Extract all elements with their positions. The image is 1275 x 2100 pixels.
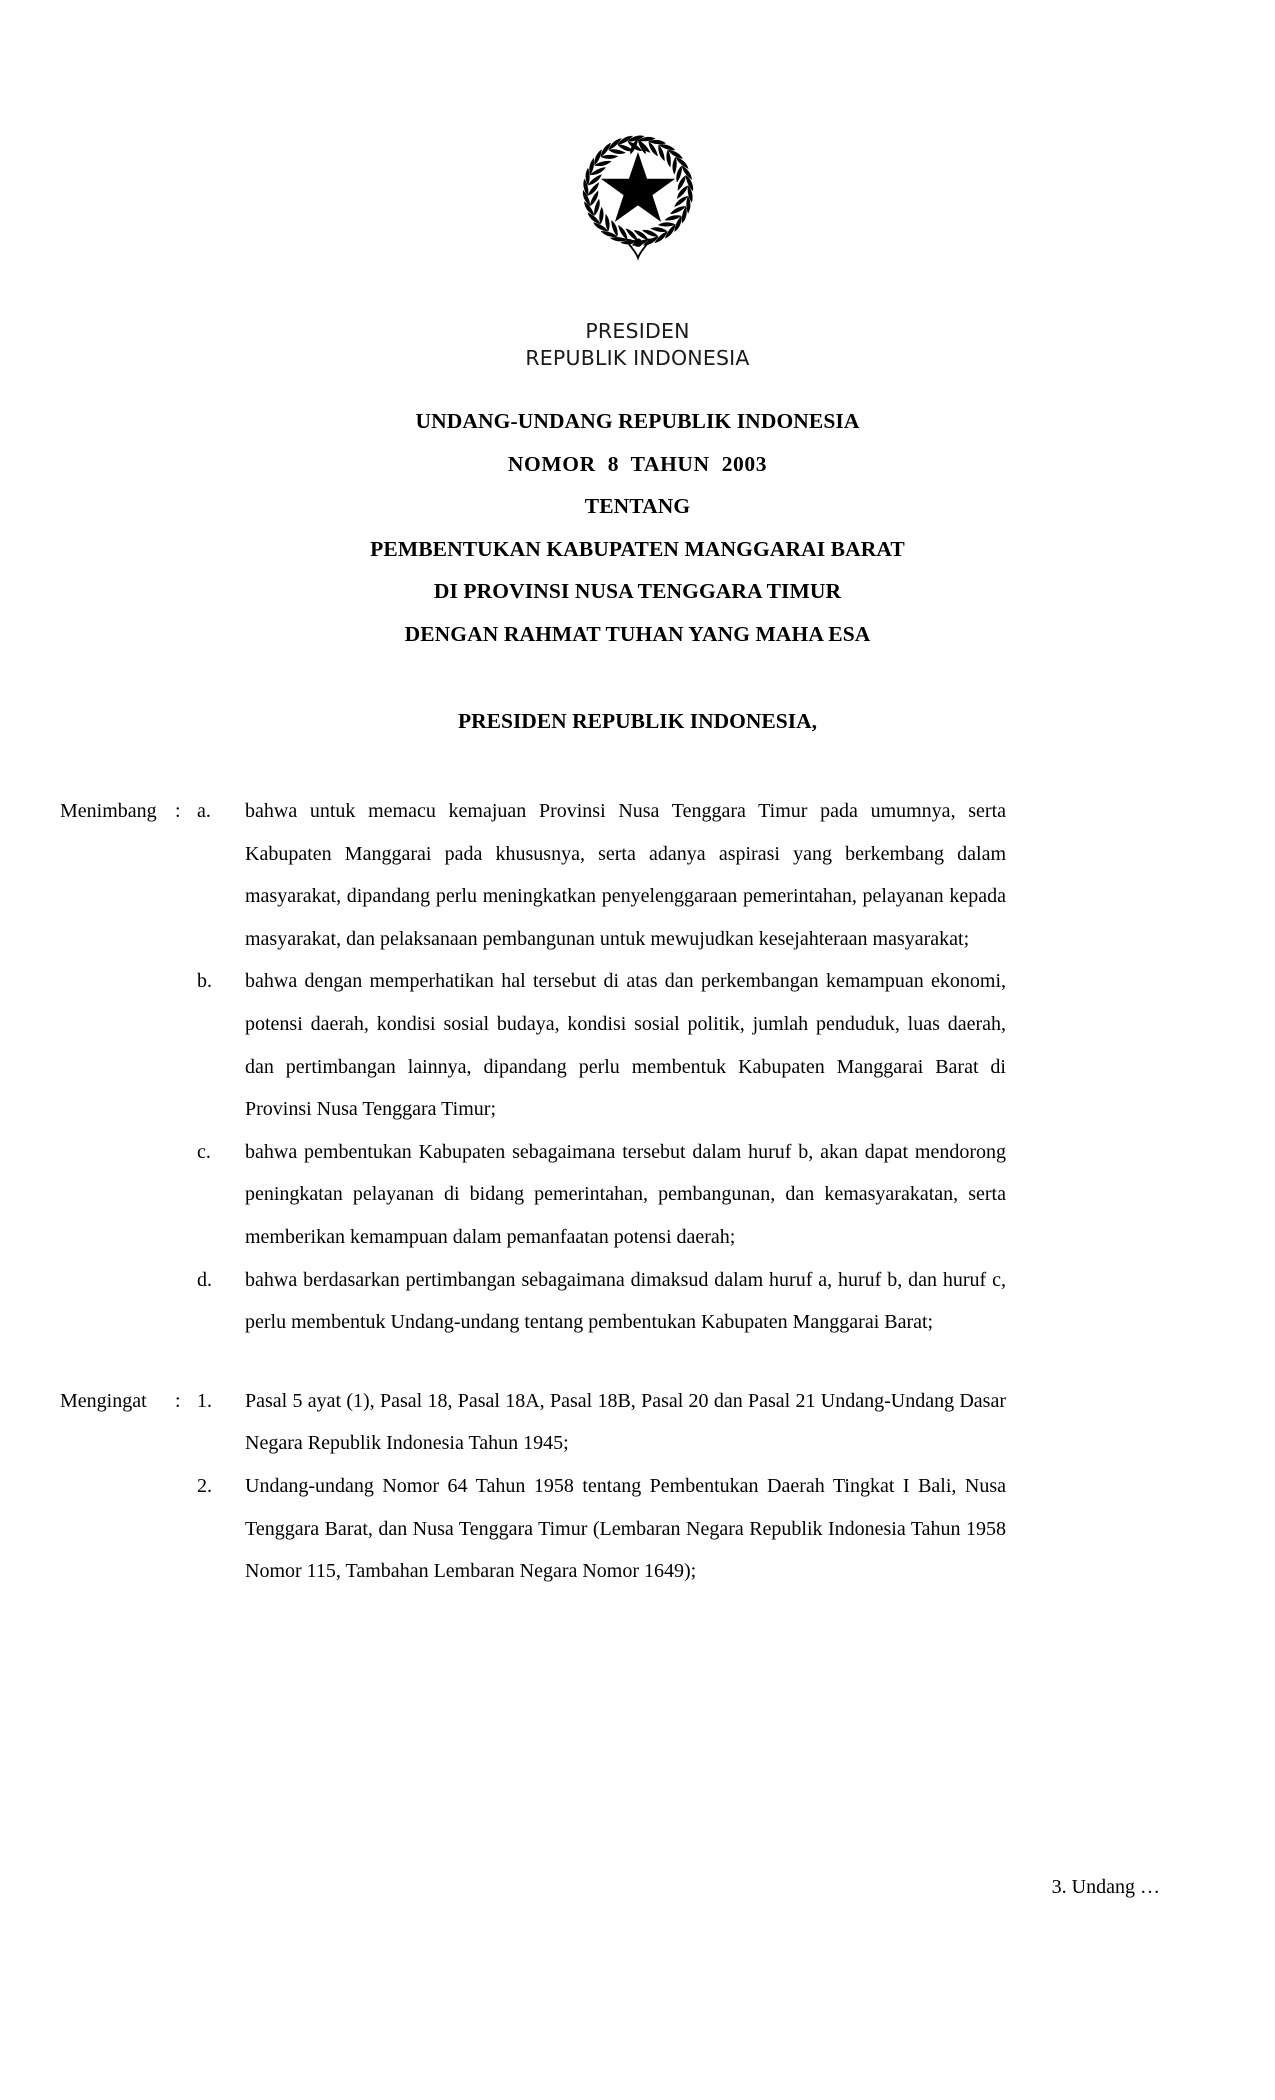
garuda-star-wreath-emblem <box>554 118 722 270</box>
letterhead <box>0 318 1275 372</box>
authority-line: PRESIDEN REPUBLIK INDONESIA, <box>457 709 817 733</box>
mengingat-item-1 <box>0 1380 1275 1465</box>
menimbang-label: Menimbang <box>60 800 157 822</box>
menimbang-text-a: bahwa untuk memacu kemajuan Provinsi Nusa Tenggara Timur pada umumnya, serta Kabupaten Manggarai pada khususnya, serta adanya aspirasi yang berkembang dalam masyarakat, dipandang perlu meningkatkan penyelenggaraan pemerintahan, pelayanan kepada masyarakat, dan pelaksanaan pembangunan untuk mewujudkan kesejahteraan masyarakat; <box>245 800 1006 950</box>
menimbang-text-c: bahwa pembentukan Kabupaten sebagaimana tersebut dalam huruf b, akan dapat mendorong peningkatan pelayanan di bidang pemerintahan, pembangunan, dan kemasyarakatan, serta memberikan kemampuan dalam pemanfaatan potensi daerah; <box>245 1140 1006 1248</box>
title-number-line <box>0 443 1275 486</box>
menimbang-marker-c: c. <box>197 1140 211 1163</box>
mengingat-marker-2: 2. <box>197 1474 212 1497</box>
page-catchword: 3. Undang … <box>1051 1876 1160 1898</box>
menimbang-text-b: bahwa dengan memperhatikan hal tersebut di atas dan perkembangan kemampuan ekonomi, potensi daerah, kondisi sosial budaya, kondisi sosial politik, jumlah penduduk, luas daerah, dan pertimbangan lainnya, dipandang perlu membentuk Kabupaten Manggarai Barat di Provinsi Nusa Tenggara Timur; <box>245 970 1006 1121</box>
title-subject-line-2: DI PROVINSI NUSA TENGGARA TIMUR <box>433 579 842 603</box>
mengingat-marker-1: 1. <box>197 1389 212 1412</box>
emblem-block <box>0 118 1275 275</box>
menimbang-text-d: bahwa berdasarkan pertimbangan sebagaimana dimaksud dalam huruf a, huruf b, dan huruf c, perlu membentuk Undang-undang tentang pembentukan Kabupaten Manggarai Barat; <box>245 1268 1006 1334</box>
document-title-block <box>0 400 1275 655</box>
section-spacer <box>0 1344 1275 1380</box>
title-tentang: TENTANG <box>584 494 691 518</box>
letterhead-line-presiden: PRESIDEN <box>585 319 690 343</box>
title-blessing-line: DENGAN RAHMAT TUHAN YANG MAHA ESA <box>404 621 871 646</box>
mengingat-item-2 <box>0 1465 1275 1593</box>
menimbang-marker-a: a. <box>197 800 211 822</box>
title-tahun-label: TAHUN <box>630 451 710 476</box>
menimbang-item-d <box>0 1259 1275 1344</box>
menimbang-item-c <box>0 1131 1275 1259</box>
menimbang-marker-d: d. <box>197 1268 212 1291</box>
menimbang-colon: : <box>175 800 181 822</box>
menimbang-marker-b: b. <box>197 970 212 993</box>
mengingat-colon: : <box>175 1389 181 1412</box>
letterhead-line-republik-indonesia: REPUBLIK INDONESIA <box>525 346 750 370</box>
document-body <box>0 790 1275 1593</box>
menimbang-item-b <box>0 960 1275 1130</box>
title-nomor-label: NOMOR <box>507 451 596 476</box>
title-tahun-value: 2003 <box>721 451 768 476</box>
mengingat-text-2: Undang-undang Nomor 64 Tahun 1958 tentang Pembentukan Daerah Tingkat I Bali, Nusa Tenggara Barat, dan Nusa Tenggara Timur (Lembaran Negara Republik Indonesia Tahun 1958 Nomor 115, Tambahan Lembaran Negara Nomor 1649); <box>245 1474 1006 1583</box>
menimbang-item-a <box>0 790 1275 960</box>
mengingat-label: Mengingat <box>60 1389 147 1412</box>
title-subject-line-1: PEMBENTUKAN KABUPATEN MANGGARAI BARAT <box>370 536 905 561</box>
mengingat-text-1: Pasal 5 ayat (1), Pasal 18, Pasal 18A, Pasal 18B, Pasal 20 dan Pasal 21 Undang-Undang Dasar Negara Republik Indonesia Tahun 1945; <box>245 1389 1006 1455</box>
title-nomor-value: 8 <box>607 451 620 476</box>
title-law-type: UNDANG-UNDANG REPUBLIK INDONESIA <box>415 409 860 433</box>
